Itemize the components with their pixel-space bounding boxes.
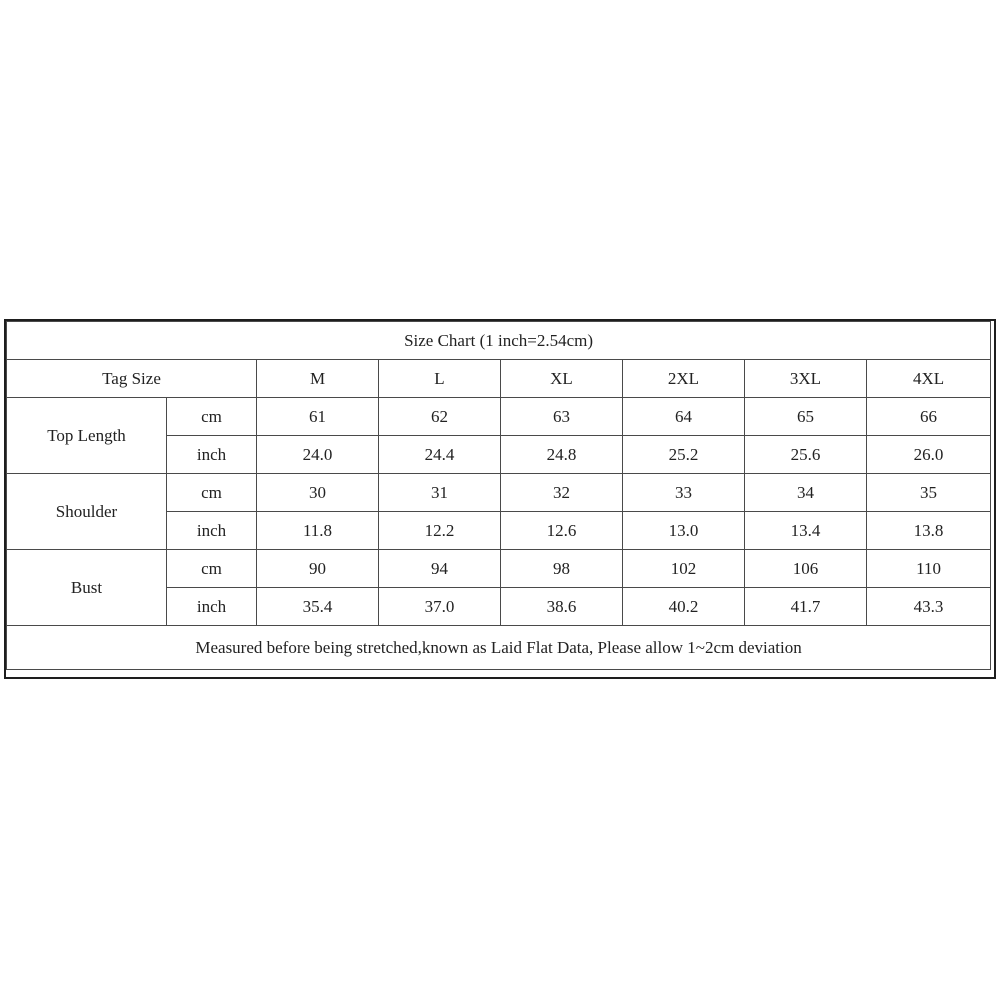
table-cell: 65 xyxy=(745,398,867,436)
unit-label: cm xyxy=(167,474,257,512)
table-cell: 24.0 xyxy=(257,436,379,474)
size-chart-title: Size Chart (1 inch=2.54cm) xyxy=(7,322,991,360)
table-cell: 98 xyxy=(501,550,623,588)
table-cell: 13.0 xyxy=(623,512,745,550)
table-cell: 24.8 xyxy=(501,436,623,474)
table-row xyxy=(7,474,991,512)
measure-name-top-length: Top Length xyxy=(7,398,167,474)
table-cell: 13.4 xyxy=(745,512,867,550)
unit-label: cm xyxy=(167,550,257,588)
unit-label: cm xyxy=(167,398,257,436)
table-cell: 25.2 xyxy=(623,436,745,474)
title-row xyxy=(7,322,991,360)
table-cell: 26.0 xyxy=(867,436,991,474)
measure-name-bust: Bust xyxy=(7,550,167,626)
table-cell: 41.7 xyxy=(745,588,867,626)
unit-label: inch xyxy=(167,512,257,550)
table-cell: 66 xyxy=(867,398,991,436)
table-row xyxy=(7,550,991,588)
table-cell: 13.8 xyxy=(867,512,991,550)
table-cell: 64 xyxy=(623,398,745,436)
table-cell: 24.4 xyxy=(379,436,501,474)
table-cell: 90 xyxy=(257,550,379,588)
size-header-cell: 4XL xyxy=(867,360,991,398)
table-cell: 34 xyxy=(745,474,867,512)
table-cell: 30 xyxy=(257,474,379,512)
table-cell: 37.0 xyxy=(379,588,501,626)
table-cell: 94 xyxy=(379,550,501,588)
table-cell: 12.2 xyxy=(379,512,501,550)
table-cell: 11.8 xyxy=(257,512,379,550)
table-cell: 12.6 xyxy=(501,512,623,550)
table-cell: 35 xyxy=(867,474,991,512)
measure-name-shoulder: Shoulder xyxy=(7,474,167,550)
table-cell: 43.3 xyxy=(867,588,991,626)
table-cell: 35.4 xyxy=(257,588,379,626)
header-row xyxy=(7,360,991,398)
table-cell: 106 xyxy=(745,550,867,588)
size-header-cell: M xyxy=(257,360,379,398)
table-cell: 25.6 xyxy=(745,436,867,474)
table-cell: 32 xyxy=(501,474,623,512)
size-header-cell: 3XL xyxy=(745,360,867,398)
size-header-cell: 2XL xyxy=(623,360,745,398)
table-cell: 31 xyxy=(379,474,501,512)
size-header-cell: L xyxy=(379,360,501,398)
table-cell: 38.6 xyxy=(501,588,623,626)
table-cell: 61 xyxy=(257,398,379,436)
table-cell: 62 xyxy=(379,398,501,436)
table-cell: 40.2 xyxy=(623,588,745,626)
footer-row xyxy=(7,626,991,670)
size-chart-table xyxy=(6,321,991,670)
table-row xyxy=(7,398,991,436)
tag-size-label: Tag Size xyxy=(7,360,257,398)
table-cell: 33 xyxy=(623,474,745,512)
size-header-cell: XL xyxy=(501,360,623,398)
measurement-note: Measured before being stretched,known as Laid Flat Data, Please allow 1~2cm deviation xyxy=(7,626,991,670)
table-cell: 110 xyxy=(867,550,991,588)
unit-label: inch xyxy=(167,588,257,626)
unit-label: inch xyxy=(167,436,257,474)
table-cell: 102 xyxy=(623,550,745,588)
table-cell: 63 xyxy=(501,398,623,436)
